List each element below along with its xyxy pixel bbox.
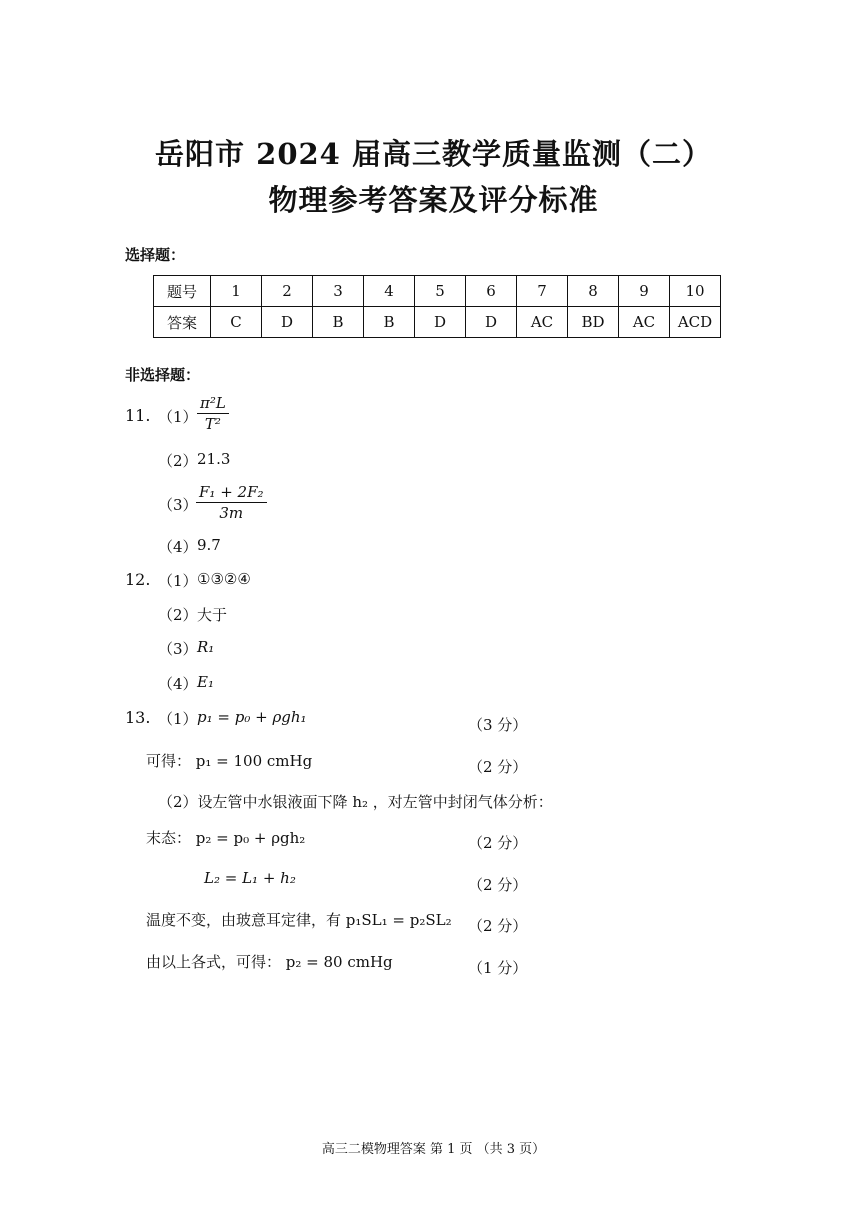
answer-cell: ACD: [670, 307, 721, 338]
question-number: 1: [211, 276, 262, 307]
question-number: 7: [517, 276, 568, 307]
answer-cell: C: [211, 307, 262, 338]
answer-cell: D: [262, 307, 313, 338]
q11-part4-label: （4）: [158, 538, 198, 556]
q12-part1-value: ①③②④: [197, 570, 251, 588]
answer-cell: BD: [568, 307, 619, 338]
question-number: 10: [670, 276, 721, 307]
q11-part2-label: （2）: [158, 452, 198, 470]
question-number: 6: [466, 276, 517, 307]
question-number: 5: [415, 276, 466, 307]
page-title: 岳阳市 2024 届高三教学质量监测（二）: [155, 137, 712, 171]
q12-part4-value: E₁: [197, 673, 214, 691]
score-label: （2 分）: [468, 834, 528, 852]
score-label: （2 分）: [468, 758, 528, 776]
q12-part2-label: （2）: [158, 606, 198, 624]
question-number: 9: [619, 276, 670, 307]
answer-cell: D: [415, 307, 466, 338]
q13-part2-intro: （2）设左管中水银液面下降 h₂ ，对左管中封闭气体分析：: [158, 793, 553, 811]
q13-boyle-law: 温度不变，由玻意耳定律，有 p₁SL₁ = p₂SL₂: [146, 911, 452, 929]
table-row-answers: [154, 307, 721, 338]
q11-part2-value: 21.3: [197, 450, 231, 468]
table-answer-label: 答案: [154, 307, 211, 338]
question-number-12: 12.: [125, 570, 151, 589]
q13-length-equation: L₂ = L₁ + h₂: [204, 869, 296, 887]
question-number: 4: [364, 276, 415, 307]
answer-table: [153, 275, 721, 338]
fraction-denominator: 3m: [219, 504, 244, 522]
mcq-section-label: 选择题：: [125, 246, 186, 264]
score-label: （3 分）: [468, 716, 528, 734]
q11-part4-value: 9.7: [197, 536, 221, 554]
q13-final-result: 由以上各式，可得： p₂ = 80 cmHg: [146, 953, 393, 971]
page-subtitle: 物理参考答案及评分标准: [268, 183, 599, 217]
question-number-11: 11.: [125, 406, 151, 425]
q13-equation-1: p₁ = p₀ + ρgh₁: [197, 708, 307, 726]
table-row-numbers: [154, 276, 721, 307]
question-number: 3: [313, 276, 364, 307]
q11-part1-label: （1）: [158, 408, 198, 426]
q11-part3-label: （3）: [158, 496, 198, 514]
fraction-numerator: π²L: [197, 394, 229, 414]
q12-part2-value: 大于: [197, 606, 228, 624]
q13-part1-label: （1）: [158, 710, 198, 728]
answer-cell: AC: [517, 307, 568, 338]
q12-part4-label: （4）: [158, 675, 198, 693]
fraction-numerator: F₁ + 2F₂: [196, 483, 267, 503]
score-label: （1 分）: [468, 959, 528, 977]
fraction-denominator: T²: [204, 415, 221, 433]
page-footer: 高三二模物理答案 第 1 页 （共 3 页）: [321, 1142, 546, 1157]
table-header-label: 题号: [154, 276, 211, 307]
question-number-13: 13.: [125, 708, 151, 727]
nonmcq-section-label: 非选择题：: [125, 366, 201, 384]
q12-part3-label: （3）: [158, 640, 198, 658]
q12-part3-value: R₁: [197, 638, 215, 656]
q11-part1-fraction: [197, 394, 229, 433]
score-label: （2 分）: [468, 917, 528, 935]
q11-part3-fraction: [196, 483, 267, 522]
answer-cell: B: [364, 307, 415, 338]
question-number: 2: [262, 276, 313, 307]
q13-result-1: 可得： p₁ = 100 cmHg: [146, 752, 313, 770]
answer-cell: B: [313, 307, 364, 338]
question-number: 8: [568, 276, 619, 307]
answer-cell: D: [466, 307, 517, 338]
q12-part1-label: （1）: [158, 572, 198, 590]
answer-cell: AC: [619, 307, 670, 338]
score-label: （2 分）: [468, 876, 528, 894]
q13-final-state: 末态： p₂ = p₀ + ρgh₂: [146, 829, 306, 847]
